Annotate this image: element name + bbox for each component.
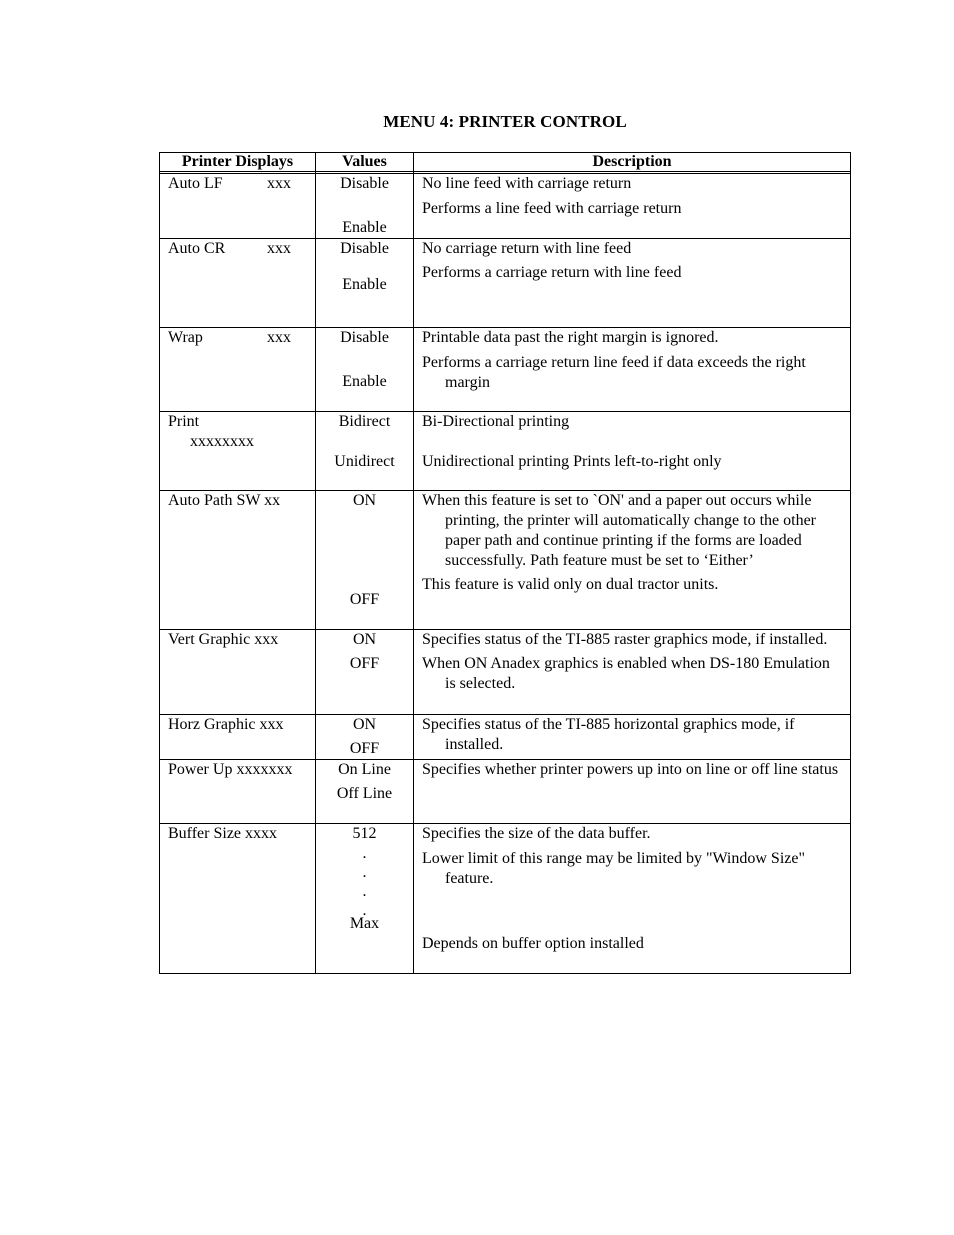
description: When this feature is set to `ON' and a paper out occurs while printing, the printer will automatically change to the other paper path and continue printing if the forms are loaded successfully. Path feature must be set to ‘Either’	[422, 492, 816, 569]
description: This feature is valid only on dual tractor units.	[422, 576, 719, 593]
value: Disable	[340, 240, 389, 257]
table-header-row	[160, 153, 851, 172]
display-suffix: xxxxxxxx	[190, 433, 254, 450]
display-text: Horz Graphic xxx	[168, 716, 284, 733]
value: Disable	[340, 329, 389, 346]
display-suffix: xxx	[267, 329, 291, 346]
table-row	[160, 824, 851, 974]
value: Unidirect	[334, 453, 395, 470]
display-text: Auto CR	[168, 240, 226, 257]
value: Enable	[342, 276, 387, 293]
table-row	[160, 174, 851, 239]
description: No carriage return with line feed	[422, 240, 632, 257]
display-text: Vert Graphic xxx	[168, 631, 279, 648]
description: Performs a carriage return line feed if data exceeds the right margin	[422, 354, 806, 391]
value: .	[362, 864, 367, 881]
description: No line feed with carriage return	[422, 175, 632, 192]
value: .	[362, 845, 367, 862]
value: Enable	[342, 219, 387, 236]
value: ON	[352, 716, 377, 733]
description: Specifies the size of the data buffer.	[422, 825, 651, 842]
display-text: Auto Path SW xx	[168, 492, 281, 509]
value: OFF	[349, 655, 380, 672]
header-printer-displays: Printer Displays	[160, 153, 316, 172]
value: ON	[352, 492, 377, 509]
value: Off Line	[336, 785, 393, 802]
value: On Line	[338, 761, 391, 778]
value: Max	[349, 915, 380, 932]
value: Disable	[340, 175, 389, 192]
value: Enable	[342, 373, 387, 390]
display-text: Wrap	[168, 329, 203, 346]
page-title: MENU 4: PRINTER CONTROL	[383, 112, 627, 131]
table-row	[160, 412, 851, 491]
description: When ON Anadex graphics is enabled when DS-180 Emulation is selected.	[422, 655, 830, 692]
display-suffix: xxx	[267, 240, 291, 257]
value: .	[362, 883, 367, 900]
value: ON	[352, 631, 377, 648]
header-description: Description	[414, 153, 851, 172]
value: Bidirect	[338, 413, 391, 430]
display-text: Print	[168, 413, 200, 430]
printer-control-table	[159, 152, 851, 974]
display-text: Power Up xxxxxxx	[168, 761, 293, 778]
value: .	[362, 902, 367, 919]
table-row	[160, 491, 851, 630]
value: 512	[352, 825, 377, 842]
description: Unidirectional printing Prints left-to-right only	[422, 453, 722, 470]
description: Performs a line feed with carriage return	[422, 200, 682, 217]
description: Specifies whether printer powers up into on line or off line status	[422, 761, 839, 778]
table-row	[160, 328, 851, 412]
value: OFF	[349, 740, 380, 757]
description: Printable data past the right margin is ignored.	[422, 329, 719, 346]
table-row	[160, 630, 851, 715]
description: Specifies status of the TI-885 horizontal graphics mode, if installed.	[422, 716, 795, 753]
table-row	[160, 715, 851, 760]
display-text: Auto LF	[168, 175, 223, 192]
table-row	[160, 760, 851, 824]
header-values: Values	[316, 153, 414, 172]
description: Specifies status of the TI-885 raster graphics mode, if installed.	[422, 631, 828, 648]
description: Bi-Directional printing	[422, 413, 570, 430]
description: Lower limit of this range may be limited by "Window Size" feature.	[422, 850, 806, 887]
description: Performs a carriage return with line feed	[422, 264, 682, 281]
table-row	[160, 239, 851, 328]
value: OFF	[349, 591, 380, 608]
display-text: Buffer Size xxxx	[168, 825, 278, 842]
display-suffix: xxx	[267, 175, 291, 192]
description: Depends on buffer option installed	[422, 935, 644, 952]
